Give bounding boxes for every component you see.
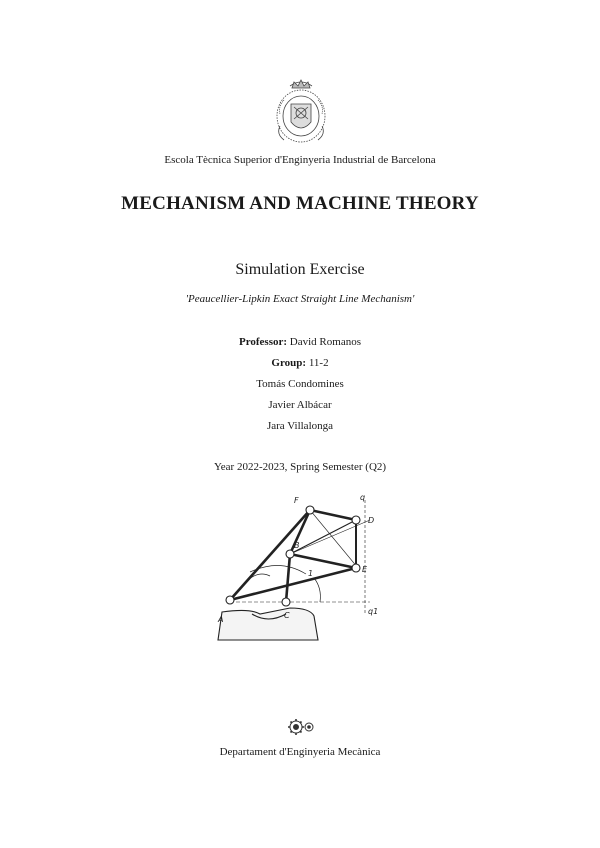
school-name: Escola Tècnica Superior d'Enginyeria Industrial de Barcelona [164, 154, 436, 166]
gear-logo-icon [284, 717, 316, 737]
assignment-topic: 'Peaucellier-Lipkin Exact Straight Line Mechanism' [185, 293, 415, 305]
mechanism-diagram [210, 490, 380, 650]
group-value: 11-2 [308, 357, 329, 369]
group-label: Group: [271, 357, 307, 369]
department-name: Departament d'Enginyeria Mecànica [219, 746, 381, 758]
student-name: Tomás Condomines [256, 378, 344, 390]
label-f: F [294, 496, 299, 505]
label-b: B [294, 541, 300, 550]
student-name: Javier Albácar [268, 399, 332, 411]
label-a: A [218, 615, 224, 624]
label-e: E [362, 565, 368, 574]
professor-label: Professor: [238, 336, 288, 348]
course-title: MECHANISM AND MACHINE THEORY [121, 193, 479, 214]
group-line [0, 357, 600, 369]
assignment-title: Simulation Exercise [235, 261, 365, 278]
professor-name: David Romanos [289, 336, 361, 348]
crest-icon [270, 76, 332, 148]
label-q: q [360, 493, 366, 502]
professor-line [0, 336, 600, 348]
label-q1: q1 [368, 607, 379, 616]
student-name: Jara Villalonga [266, 420, 334, 432]
label-1: 1 [308, 569, 314, 578]
label-d: D [368, 516, 375, 525]
academic-term: Year 2022-2023, Spring Semester (Q2) [213, 461, 387, 473]
label-c: C [284, 611, 290, 620]
